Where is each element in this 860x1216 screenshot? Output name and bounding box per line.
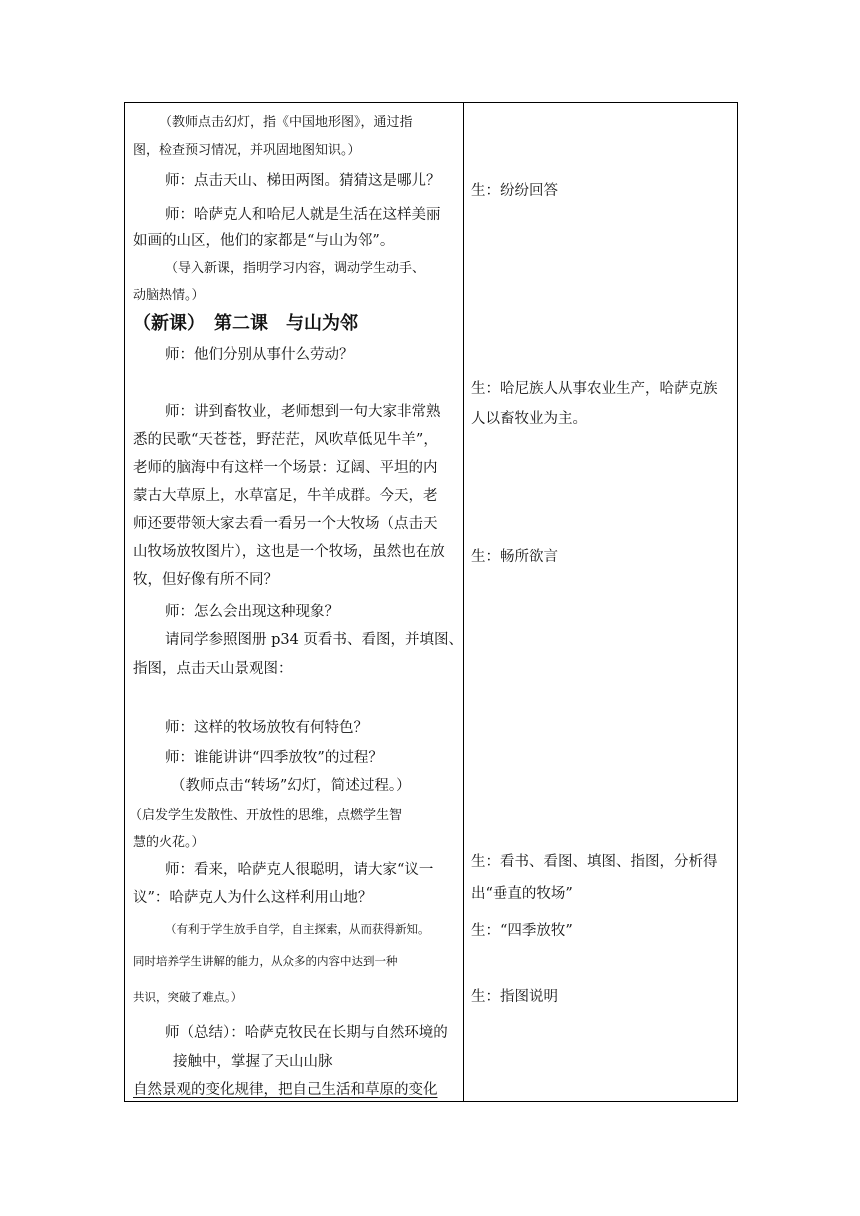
- left-line-05: 如画的山区，他们的家都是“与山为邻”。: [133, 233, 395, 249]
- left-line-19: 指图，点击天山景观图：: [133, 661, 293, 677]
- left-line-28: 同时培养学生讲解的能力，从众多的内容中达到一种: [133, 954, 398, 968]
- left-line-24: 慧的火花。）: [133, 835, 205, 850]
- right-line-5: 生：看书、看图、填图、指图，分析得: [471, 854, 718, 870]
- left-line-29: 共识，突破了难点。）: [133, 990, 243, 1004]
- left-line-02: 图，检查预习情况，并巩固地图知识。）: [133, 143, 361, 158]
- right-line-6: 出“垂直的牧场”: [471, 886, 573, 902]
- left-line-18: 请同学参照图册 p34 页看书、看图，并填图、: [165, 632, 463, 648]
- right-line-4: 生：畅所欲言: [471, 549, 558, 565]
- right-line-3: 人以畜牧业为主。: [471, 411, 587, 427]
- left-line-07: 动脑热情。）: [133, 288, 205, 303]
- right-line-8: 生：指图说明: [471, 989, 558, 1005]
- left-line-31: 接触中，掌握了天山山脉: [173, 1054, 333, 1070]
- left-line-01: （教师点击幻灯，指《中国地形图》，通过指: [159, 115, 413, 130]
- right-line-7: 生：“四季放牧”: [471, 923, 573, 939]
- left-line-03: 师：点击天山、梯田两图。猜猜这是哪儿？: [165, 173, 441, 189]
- left-line-04: 师：哈萨克人和哈尼人就是生活在这样美丽: [165, 207, 441, 223]
- left-line-10: 师：讲到畜牧业，老师想到一句大家非常熟: [165, 404, 441, 420]
- left-line-23: （启发学生发散性、开放性的思维，点燃学生智: [129, 808, 403, 823]
- left-line-32: 自然景观的变化规律，把自己生活和草原的变化: [133, 1082, 438, 1098]
- left-line-25: 师：看来，哈萨克人很聪明，请大家“议一: [165, 862, 434, 878]
- left-line-20: 师：这样的牧场放牧有何特色？: [165, 720, 368, 736]
- left-line-16: 牧，但好像有所不同？: [133, 572, 278, 588]
- column-divider: [463, 103, 464, 1101]
- left-line-13: 蒙古大草原上，水草富足，牛羊成群。今天，老: [133, 488, 438, 504]
- right-line-2: 生：哈尼族人从事农业生产，哈萨克族: [471, 381, 718, 397]
- left-line-22: （教师点击“转场”幻灯，简述过程。）: [171, 778, 411, 794]
- left-line-09: 师：他们分别从事什么劳动？: [165, 347, 354, 363]
- left-line-15: 山牧场放牧图片），这也是一个牧场，虽然也在放: [133, 544, 445, 560]
- left-line-12: 老师的脑海中有这样一个场景：辽阔、平坦的内: [133, 460, 438, 476]
- left-line-21: 师：谁能讲讲“四季放牧”的过程？: [165, 750, 383, 766]
- lesson-heading: （新课） 第二课 与山为邻: [133, 313, 358, 334]
- left-line-30: 师（总结）：哈萨克牧民在长期与自然环境的: [165, 1025, 448, 1041]
- left-line-14: 师还要带领大家去看一看另一个大牧场（点击天: [133, 516, 438, 532]
- left-line-17: 师：怎么会出现这种现象？: [165, 604, 339, 620]
- right-line-1: 生：纷纷回答: [471, 183, 558, 199]
- left-line-06: （导入新课，指明学习内容，调动学生动手、: [165, 261, 426, 276]
- left-line-26: 议”：哈萨克人为什么这样利用山地？: [133, 890, 373, 906]
- lesson-plan-table: [124, 102, 738, 1102]
- left-line-27: （有利于学生放手自学，自主探索，从而获得新知。: [165, 922, 430, 936]
- left-line-11: 悉的民歌“天苍苍，野茫茫，风吹草低见牛羊”，: [133, 432, 438, 448]
